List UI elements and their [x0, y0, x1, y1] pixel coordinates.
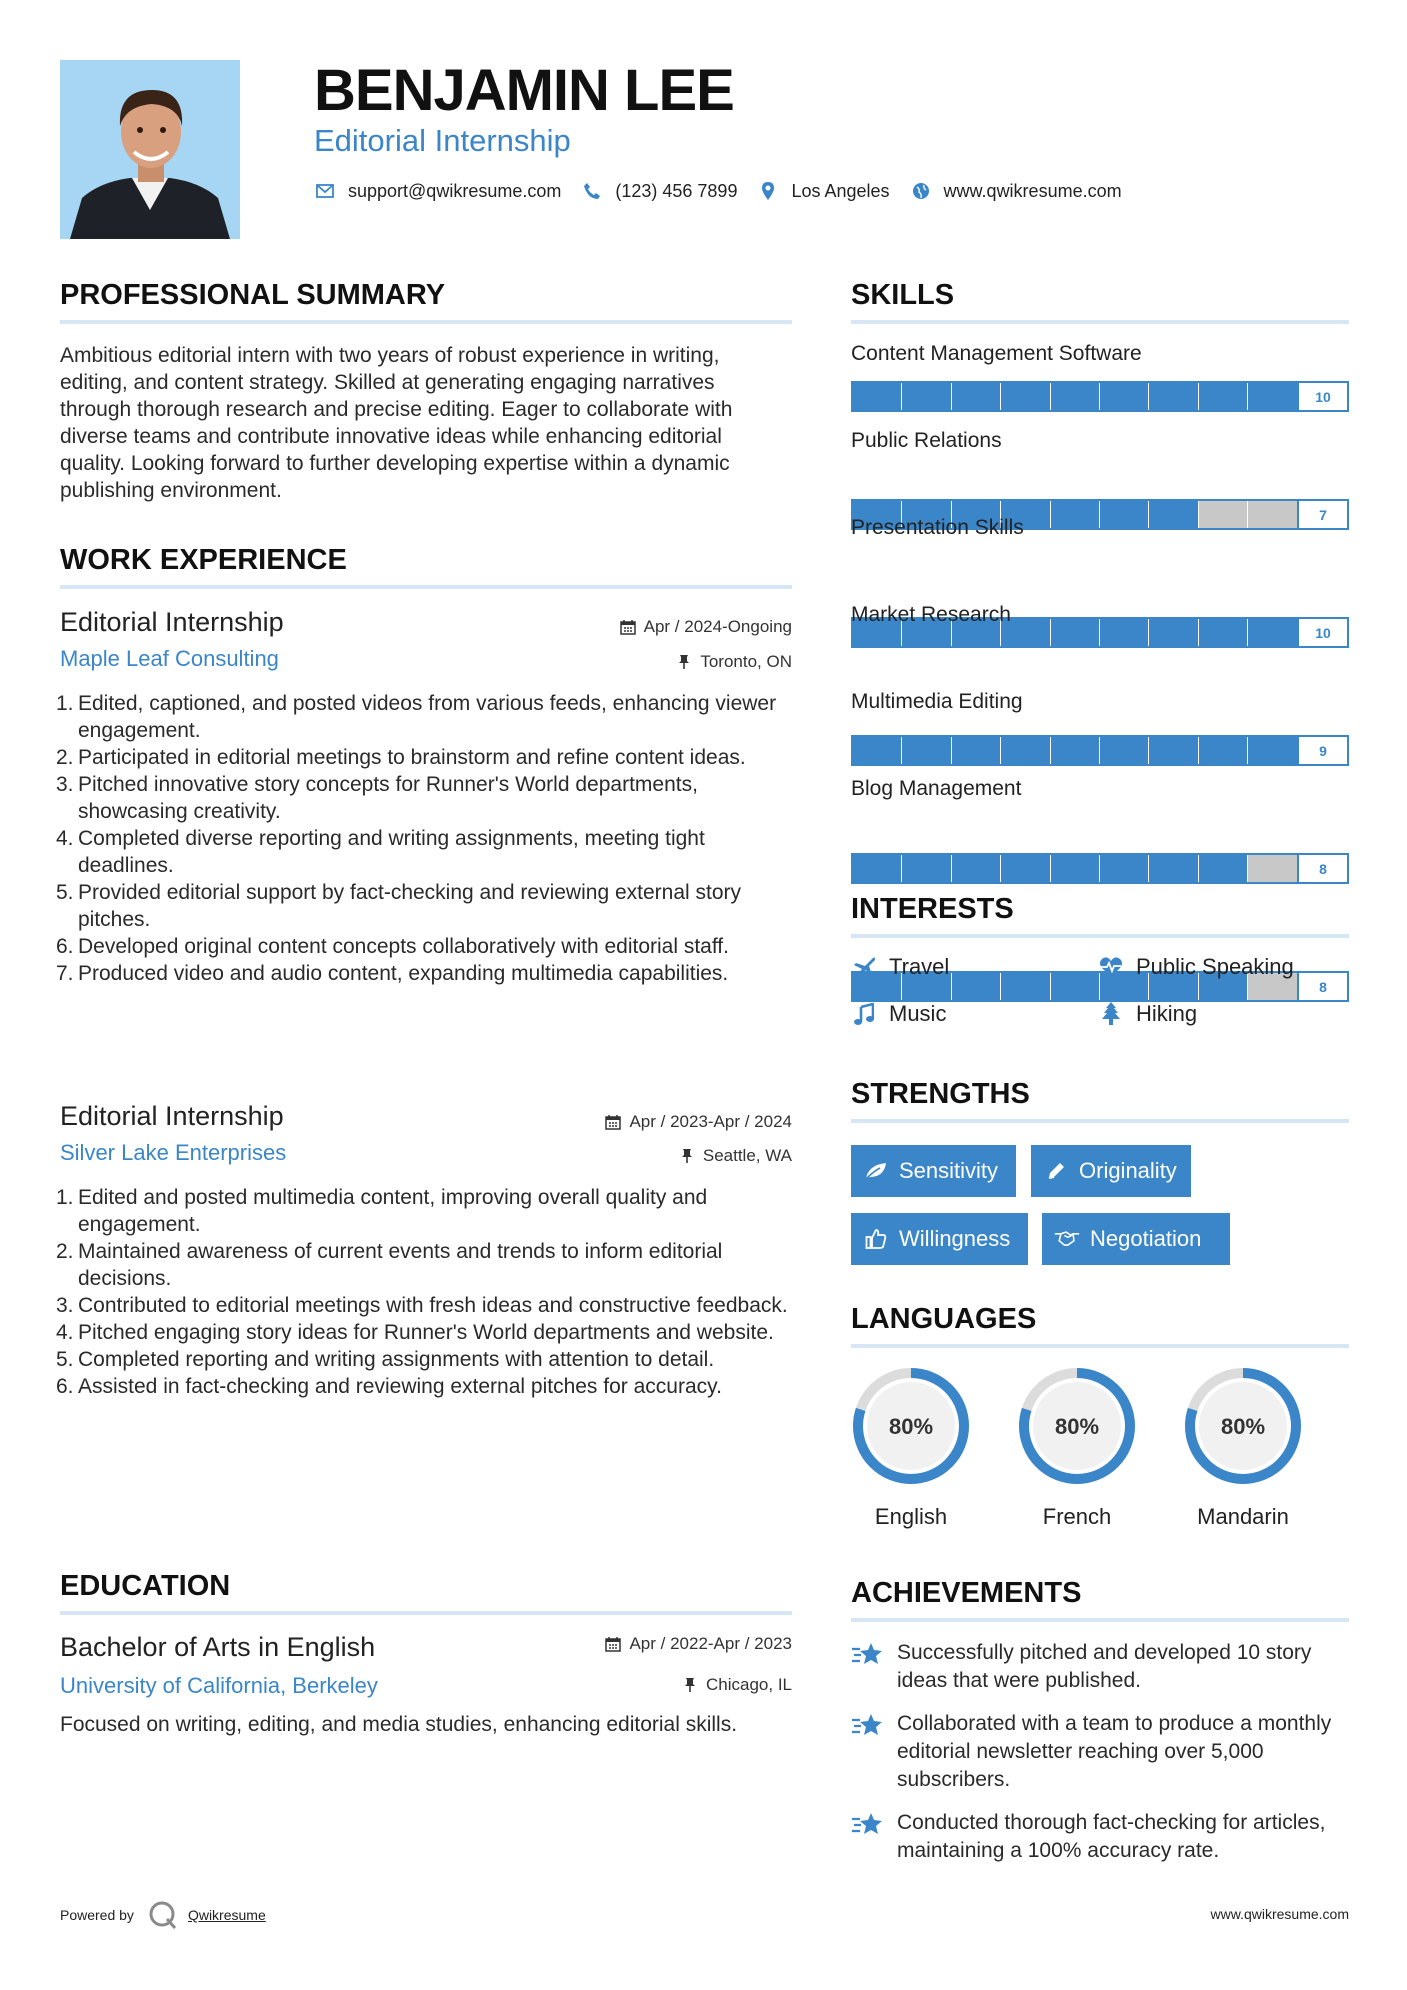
interests-heading: INTERESTS [851, 893, 1014, 925]
skill-label: Multimedia Editing [851, 690, 1023, 713]
language-ring [1182, 1365, 1304, 1487]
education-rule [60, 1611, 792, 1615]
skill-label: Content Management Software [851, 342, 1142, 365]
skill-label: Public Relations [851, 429, 1002, 452]
achievement-item [851, 1639, 1337, 1695]
candidate-name: BENJAMIN LEE [314, 58, 734, 123]
list-item: 3. Contributed to editorial meetings with fresh ideas and constructive feedback. [56, 1294, 788, 1317]
skill-label: Presentation Skills [851, 516, 1024, 539]
map-pin-icon [757, 180, 779, 202]
job-date [480, 616, 792, 638]
skill-bar-segment [1051, 501, 1100, 528]
language-item-mandarin [1182, 1365, 1304, 1530]
shooting-star-icon [851, 1710, 883, 1742]
language-percent: 80% [888, 1414, 934, 1439]
skill-level: 10 [1297, 619, 1347, 646]
skills-rule [851, 320, 1349, 324]
achievements-rule [851, 1618, 1349, 1622]
contact-bar [314, 176, 1142, 206]
thumbs-up-icon [863, 1226, 889, 1252]
skill-bar-segment [1051, 737, 1100, 764]
job-company: Maple Leaf Consulting [60, 646, 279, 671]
achievement-item [851, 1809, 1337, 1865]
list-item: 1. Edited, captioned, and posted videos from various feeds, enhancing viewer engagement. [56, 692, 777, 742]
skill-bar-segment [1248, 737, 1297, 764]
language-name: English [874, 1504, 948, 1529]
leaf-icon [863, 1158, 889, 1184]
experience-heading: WORK EXPERIENCE [60, 544, 347, 576]
skill-bar-segment [1001, 383, 1050, 410]
skill-bar-segment [1051, 973, 1100, 1000]
skill-bar-segment [1199, 383, 1248, 410]
strength-label: Originality [1079, 1158, 1177, 1183]
skill-bar-segment [952, 383, 1001, 410]
interest-label: Public Speaking [1136, 954, 1294, 979]
pencil-icon [1043, 1158, 1069, 1184]
interest-item-music [851, 1001, 946, 1027]
list-item: 1. Edited and posted multimedia content, improving overall quality and engagement. [56, 1186, 708, 1236]
skill-level: 10 [1297, 383, 1347, 410]
candidate-role: Editorial Internship [314, 123, 571, 158]
strength-label: Willingness [899, 1226, 1011, 1251]
skill-bar-segment [1149, 501, 1198, 528]
skill-bar-segment [1001, 855, 1050, 882]
contact-phone[interactable]: (123) 456 7899 [615, 180, 738, 201]
list-item: 3. Pitched innovative story concepts for Runner's World departments, showcasing creativity. [56, 773, 698, 823]
skill-bar-segment [1199, 855, 1248, 882]
job-bullets [56, 1184, 795, 1400]
strength-tag-originality [1031, 1145, 1191, 1197]
globe-icon [910, 180, 932, 202]
strength-tag-sensitivity [851, 1145, 1016, 1197]
skill-bar-segment [952, 973, 1001, 1000]
degree-title: Bachelor of Arts in English [60, 1632, 376, 1662]
skill-bar-segment [1051, 383, 1100, 410]
skill-bar-segment [1100, 855, 1149, 882]
pushpin-icon [675, 653, 693, 671]
list-item: 4. Completed diverse reporting and writing assignments, meeting tight deadlines. [56, 827, 705, 877]
brand-link[interactable]: Qwikresume [187, 1907, 266, 1923]
skill-bar-segment [1248, 619, 1297, 646]
experience-rule [60, 585, 792, 589]
summary-text: Ambitious editorial intern with two years of robust experience in writing, editing, and content strategy. Skilled at generating engaging narratives through thorough research and precise editing. Eager to collaborate with diverse teams and contribute innovative ideas while enhancing editorial quality. Looking forward to further developing expertise within a dynamic publishing environment. [60, 344, 733, 502]
education-location-text: Chicago, IL [706, 1675, 792, 1694]
pushpin-icon [681, 1676, 699, 1694]
job-company: Silver Lake Enterprises [60, 1140, 287, 1165]
strength-label: Negotiation [1090, 1226, 1202, 1251]
achievements-heading: ACHIEVEMENTS [851, 1577, 1082, 1609]
interest-label: Music [889, 1001, 947, 1026]
list-item: 7. Produced video and audio content, expanding multimedia capabilities. [56, 962, 729, 985]
phone-icon [581, 180, 603, 202]
skill-bar-segment [1149, 619, 1198, 646]
languages-rule [851, 1344, 1349, 1348]
envelope-icon [314, 180, 336, 202]
skill-bar [851, 735, 1349, 766]
summary-heading: PROFESSIONAL SUMMARY [60, 279, 446, 311]
language-ring [850, 1365, 972, 1487]
achievement-text: Collaborated with a team to produce a monthly editorial newsletter reaching over 5,000 subscribers. [897, 1712, 1332, 1791]
skill-bar-segment [1199, 501, 1248, 528]
skill-bar-segment [952, 737, 1001, 764]
skills-heading: SKILLS [851, 279, 955, 311]
interest-label: Travel [889, 954, 950, 979]
skill-level: 8 [1297, 973, 1347, 1000]
education-location [480, 1674, 792, 1696]
education-text: Focused on writing, editing, and media studies, enhancing editorial skills. [60, 1713, 738, 1736]
strength-label: Sensitivity [899, 1158, 999, 1183]
skill-level: 9 [1297, 737, 1347, 764]
skill-bar-segment [952, 855, 1001, 882]
education-date [480, 1633, 792, 1655]
language-ring [1016, 1365, 1138, 1487]
school-name: University of California, Berkeley [60, 1673, 378, 1698]
contact-location: Los Angeles [791, 180, 890, 201]
calendar-icon [604, 1113, 622, 1131]
interest-item-hiking [1098, 1001, 1197, 1027]
skill-bar-segment [853, 737, 902, 764]
strengths-heading: STRENGTHS [851, 1078, 1030, 1110]
language-item-english [850, 1365, 972, 1530]
skill-bar-segment [1100, 501, 1149, 528]
skill-label: Blog Management [851, 777, 1022, 800]
strength-tag-willingness [851, 1213, 1028, 1265]
list-item: 5. Completed reporting and writing assignments with attention to detail. [56, 1348, 715, 1371]
tree-icon [1098, 1001, 1124, 1027]
footer-powered [60, 1900, 266, 1930]
language-name: French [1042, 1504, 1112, 1529]
calendar-icon [619, 618, 637, 636]
job-location [480, 1145, 792, 1167]
education-date-text: Apr / 2022-Apr / 2023 [629, 1634, 792, 1653]
pushpin-icon [678, 1147, 696, 1165]
job-title: Editorial Internship [60, 607, 284, 637]
list-item: 6. Assisted in fact-checking and reviewing external pitches for accuracy. [56, 1375, 722, 1398]
skill-level: 8 [1297, 855, 1347, 882]
job-date-text: Apr / 2023-Apr / 2024 [629, 1112, 792, 1131]
skill-bar-segment [902, 855, 951, 882]
job-title: Editorial Internship [60, 1101, 284, 1131]
job-bullets [56, 690, 795, 987]
strengths-rule [851, 1119, 1349, 1123]
list-item: 2. Maintained awareness of current events and trends to inform editorial decisions. [56, 1240, 723, 1290]
skill-bar-segment [1001, 737, 1050, 764]
strength-tag-negotiation [1042, 1213, 1230, 1265]
skill-bar-segment [1001, 973, 1050, 1000]
job-date [480, 1111, 792, 1133]
skill-bar-segment [1248, 855, 1297, 882]
shooting-star-icon [851, 1809, 883, 1841]
list-item: 2. Participated in editorial meetings to brainstorm and refine content ideas. [56, 746, 746, 769]
job-location [480, 651, 792, 673]
language-name: Mandarin [1197, 1504, 1289, 1529]
plane-icon [851, 954, 877, 980]
skill-bar-segment [902, 383, 951, 410]
skill-bar-segment [1199, 737, 1248, 764]
skill-bar-segment [1149, 737, 1198, 764]
skill-bar-segment [853, 383, 902, 410]
interest-label: Hiking [1136, 1001, 1198, 1026]
skill-bar-segment [1149, 855, 1198, 882]
skill-label: Market Research [851, 603, 1011, 626]
music-icon [851, 1001, 877, 1027]
education-heading: EDUCATION [60, 1570, 231, 1602]
contact-email[interactable]: support@qwikresume.com [348, 180, 562, 201]
list-item: 4. Pitched engaging story ideas for Runner's World departments and website. [56, 1321, 774, 1344]
language-item-french [1016, 1365, 1138, 1530]
skill-level: 7 [1297, 501, 1347, 528]
skill-bar-segment [1248, 383, 1297, 410]
skill-bar-segment [1051, 855, 1100, 882]
achievement-text: Conducted thorough fact-checking for articles, maintaining a 100% accuracy rate. [897, 1811, 1326, 1862]
calendar-icon [604, 1635, 622, 1653]
skill-bar-segment [1100, 619, 1149, 646]
skill-bar [851, 853, 1349, 884]
skill-bar [851, 381, 1349, 412]
qwikresume-logo-icon [148, 1900, 178, 1930]
achievement-text: Successfully pitched and developed 10 story ideas that were published. [897, 1641, 1312, 1692]
heartbeat-icon [1098, 954, 1124, 980]
interests-rule [851, 934, 1349, 938]
skill-bar-segment [1100, 383, 1149, 410]
skill-bar-segment [1051, 619, 1100, 646]
footer-website[interactable]: www.qwikresume.com [1210, 1906, 1349, 1922]
profile-photo [60, 60, 240, 239]
contact-website[interactable]: www.qwikresume.com [943, 180, 1122, 201]
languages-heading: LANGUAGES [851, 1303, 1037, 1335]
list-item: 6. Developed original content concepts collaboratively with editorial staff. [56, 935, 729, 958]
interest-item-public-speaking [1098, 954, 1294, 980]
skill-bar-segment [1149, 383, 1198, 410]
skill-bar-segment [853, 855, 902, 882]
job-location-text: Toronto, ON [700, 652, 792, 671]
job-location-text: Seattle, WA [702, 1146, 792, 1165]
powered-by-label: Powered by [60, 1907, 134, 1923]
skill-bar-segment [1248, 501, 1297, 528]
list-item: 5. Provided editorial support by fact-checking and reviewing external story pitches. [56, 881, 742, 931]
achievement-item [851, 1710, 1337, 1794]
skill-bar-segment [1100, 737, 1149, 764]
job-date-text: Apr / 2024-Ongoing [643, 617, 792, 636]
skill-bar-segment [902, 737, 951, 764]
summary-rule [60, 320, 792, 324]
interest-item-travel [851, 954, 949, 980]
language-percent: 80% [1220, 1414, 1266, 1439]
handshake-icon [1054, 1226, 1080, 1252]
shooting-star-icon [851, 1639, 883, 1671]
skill-bar-segment [1199, 619, 1248, 646]
language-percent: 80% [1054, 1414, 1100, 1439]
